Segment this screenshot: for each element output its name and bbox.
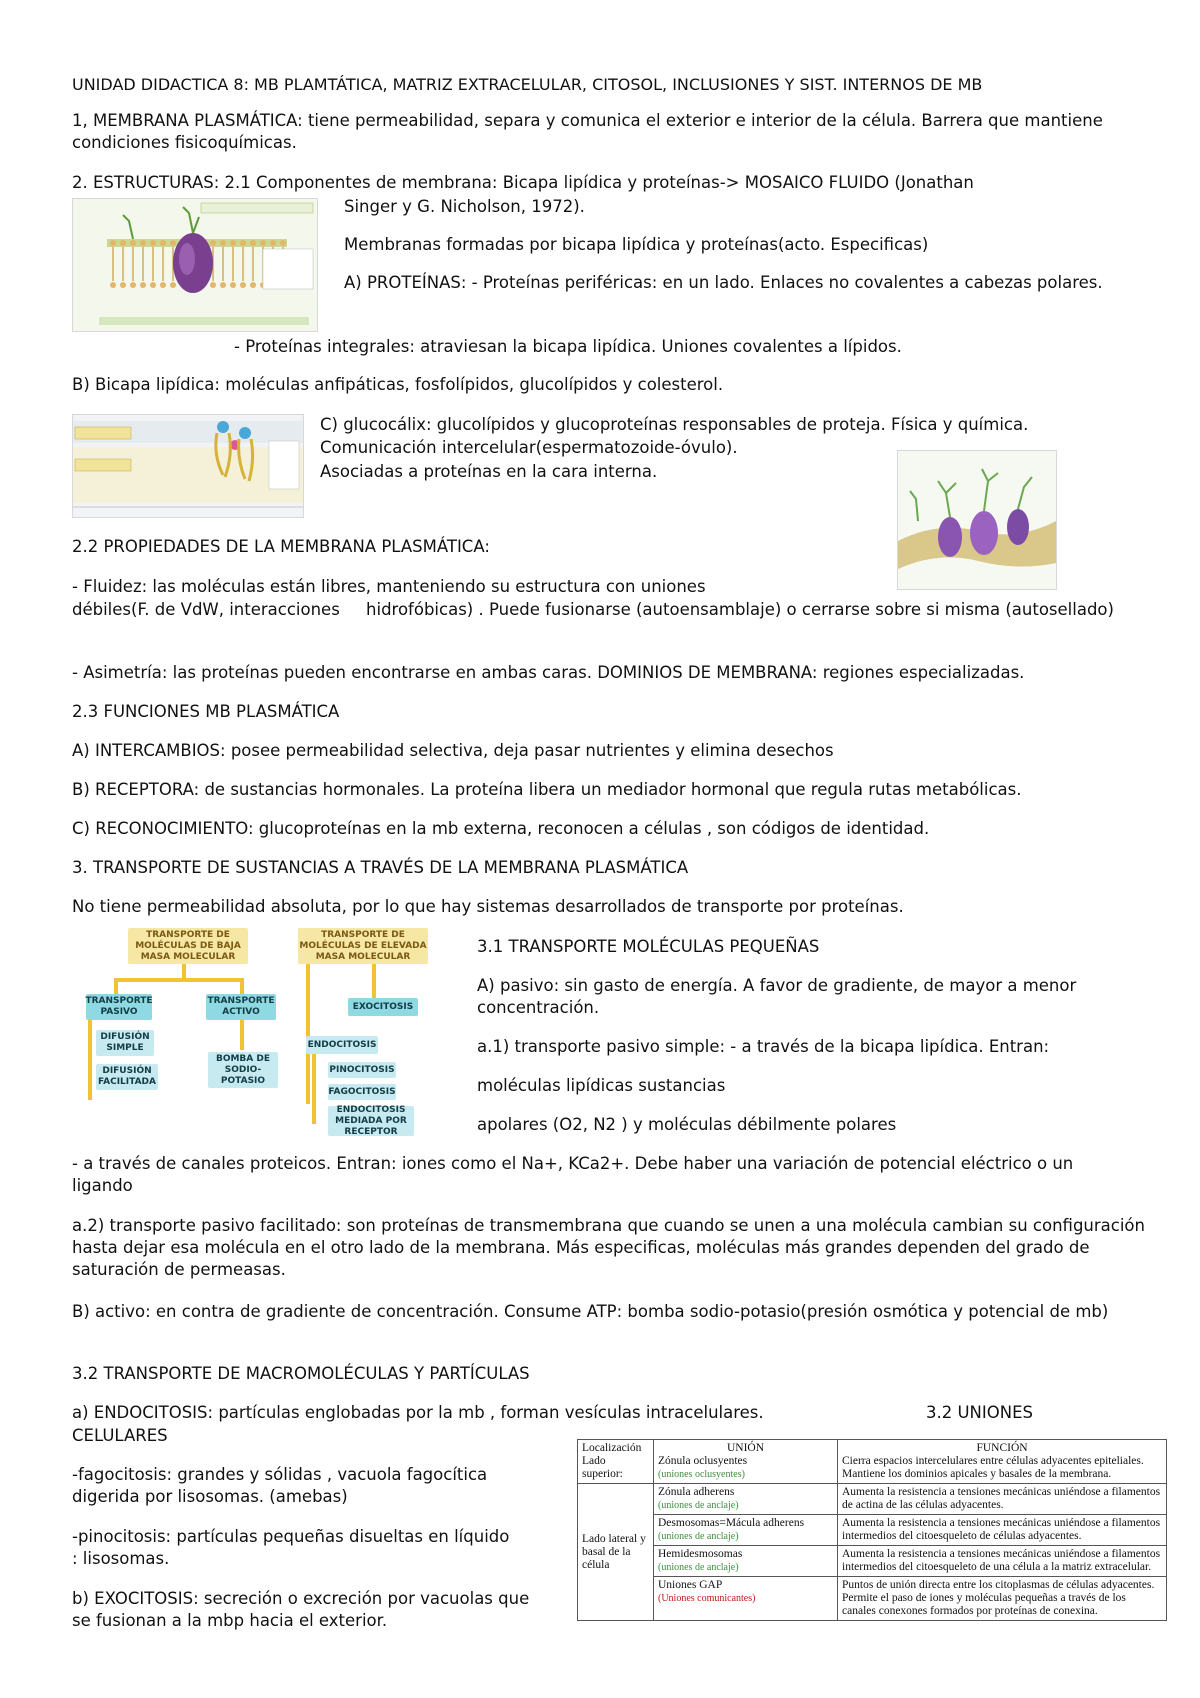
paragraph-pasivo-simple: a.1) transporte pasivo simple: - a través de la bicapa lipídica. Entran: [477, 1037, 1050, 1056]
box-difusion-simple: DIFUSIÓN SIMPLE [96, 1030, 154, 1056]
union-note: (uniones de anclaje) [658, 1531, 739, 1542]
func-text: Aumenta la resistencia a tensiones mecánicas uniéndose a filamentos de actina de las células adyacentes. [838, 1484, 1167, 1515]
union-name: Desmosomas=Mácula adherens [658, 1517, 805, 1529]
heading-moleculas-pequenas: 3.1 TRANSPORTE MOLÉCULAS PEQUEÑAS [477, 937, 820, 956]
glycocalyx-illustration [898, 451, 1056, 589]
paragraph-glucocalix-line3: Asociadas a proteínas en la cara interna. [320, 462, 658, 481]
union-note: (Uniones comunicantes) [658, 1593, 756, 1604]
func-cell [838, 1440, 1167, 1484]
paragraph-fluidez-line1: - Fluidez: las moléculas están libres, manteniendo su estructura con uniones [72, 577, 706, 596]
paragraph-moleculas-lipidicas: moléculas lipídicas sustancias [477, 1076, 726, 1095]
heading-funciones: 2.3 FUNCIONES MB PLASMÁTICA [72, 702, 340, 721]
heading-macromoleculas: 3.2 TRANSPORTE DE MACROMOLÉCULAS Y PARTÍCULAS [72, 1364, 530, 1383]
paragraph-membranas-formadas: Membranas formadas por bicapa lipídica y proteínas(acto. Especificas) [344, 235, 929, 254]
box-activo: TRANSPORTE ACTIVO [206, 994, 276, 1020]
paragraph-pasivo: A) pasivo: sin gasto de energía. A favor de gradiente, de mayor a menor concentración. [477, 976, 1077, 1017]
paragraph-endocitosis: a) ENDOCITOSIS: partículas englobadas por la mb , forman vesículas intracelulares. [72, 1403, 764, 1422]
box-pasivo: TRANSPORTE PASIVO [86, 994, 152, 1020]
transport-diagram [72, 924, 464, 1138]
loc-side-cell: Lado lateral y basal de la célula [578, 1484, 654, 1621]
table-row [578, 1577, 1167, 1621]
union-note: (uniones de anclaje) [658, 1500, 739, 1511]
page-title: UNIDAD DIDACTICA 8: MB PLAMTÁTICA, MATRIZ EXTRACELULAR, CITOSOL, INCLUSIONES Y SIST. INTERNOS DE MB [72, 75, 983, 94]
union-cell [654, 1440, 838, 1484]
func-text: Aumenta la resistencia a tensiones mecánicas uniéndose a filamentos intermedios del citoesqueleto de células adyacentes. [838, 1515, 1167, 1546]
heading-transporte: 3. TRANSPORTE DE SUSTANCIAS A TRAVÉS DE LA MEMBRANA PLASMÁTICA [72, 858, 689, 877]
func-text: Aumenta la resistencia a tensiones mecánicas uniéndose a filamentos intermedios del citoesqueleto de una célula a la matriz extracelular. [838, 1546, 1167, 1577]
heading-propiedades: 2.2 PROPIEDADES DE LA MEMBRANA PLASMÁTICA: [72, 537, 490, 556]
table-row [578, 1484, 1167, 1515]
box-high-mass: TRANSPORTE DE MOLÉCULAS DE ELEVADA MASA MOLECULAR [298, 928, 428, 964]
paragraph-estructuras-line1: 2. ESTRUCTURAS: 2.1 Componentes de membrana: Bicapa lipídica y proteínas-> MOSAICO FLUIDO (Jonathan [72, 173, 974, 192]
paragraph-canales: - a través de canales proteicos. Entran: iones como el Na+, KCa2+. Debe haber una variación de potencial eléctrico o un ligando [72, 1154, 1074, 1195]
paragraph-receptora: B) RECEPTORA: de sustancias hormonales. La proteína libera un mediador hormonal que regula rutas metabólicas. [72, 780, 1022, 799]
paragraph-permeabilidad: No tiene permeabilidad absoluta, por lo que hay sistemas desarrollados de transporte por proteínas. [72, 897, 904, 916]
box-endocitosis: ENDOCITOSIS [306, 1036, 378, 1054]
box-exocitosis: EXOCITOSIS [348, 998, 418, 1016]
paragraph-intercambios: A) INTERCAMBIOS: posee permeabilidad selectiva, deja pasar nutrientes y elimina desechos [72, 741, 834, 760]
table-row [578, 1546, 1167, 1577]
paragraph-proteinas-integrales: - Proteínas integrales: atraviesan la bicapa lipídica. Uniones covalentes a lípidos. [234, 337, 902, 356]
glycocalyx-figure [897, 450, 1057, 590]
union-name: Zónula oclusyentes [658, 1455, 748, 1467]
header-funcion: FUNCIÓN [976, 1442, 1028, 1454]
bilayer-figure [72, 414, 304, 518]
union-name: Hemidesmosomas [658, 1548, 743, 1560]
box-difusion-facilitada: DIFUSIÓN FACILITADA [96, 1064, 158, 1090]
box-low-mass: TRANSPORTE DE MOLÉCULAS DE BAJA MASA MOLECULAR [128, 928, 248, 964]
box-fagocitosis: FAGOCITOSIS [328, 1084, 396, 1100]
box-pinocitosis: PINOCITOSIS [328, 1062, 396, 1078]
func-text: Cierra espacios intercelulares entre células adyacentes epiteliales. Mantiene los dominios apicales y basales de la membrana. [842, 1455, 1144, 1480]
union-name: Uniones GAP [658, 1579, 723, 1591]
box-mediada: ENDOCITOSIS MEDIADA POR RECEPTOR [328, 1106, 414, 1136]
paragraph-pinocitosis: -pinocitosis: partículas pequeñas disueltas en líquido : lisosomas. [72, 1527, 510, 1568]
union-cell [654, 1546, 838, 1577]
paragraph-estructuras-line2: Singer y G. Nicholson, 1972). [344, 197, 585, 216]
loc-top-cell: Localización Lado superior: [578, 1440, 654, 1484]
paragraph-activo: B) activo: en contra de gradiente de concentración. Consume ATP: bomba sodio-potasio(presión osmótica y potencial de mb) [72, 1302, 1109, 1321]
paragraph-fluidez-line2: débiles(F. de VdW, interacciones hidrofóbicas) . Puede fusionarse (autoensamblaje) o cerrarse sobre si misma (autosellado) [72, 600, 1114, 619]
paragraph-reconocimiento: C) RECONOCIMIENTO: glucoproteínas en la mb externa, reconocen a células , son códigos de identidad. [72, 819, 930, 838]
union-cell [654, 1515, 838, 1546]
heading-uniones-celulares: CELULARES [72, 1426, 168, 1445]
paragraph-pasivo-facilitado: a.2) transporte pasivo facilitado: son proteínas de transmembrana que cuando se unen a una molécula cambian su configuración hasta dejar esa molécula en el otro lado de la membrana. Más especificas, moléculas más grandes dependen del grado de saturación de permeasas. [72, 1216, 1145, 1279]
box-bomba: BOMBA DE SODIO-POTASIO [208, 1052, 278, 1088]
paragraph-exocitosis: b) EXOCITOSIS: secreción o excreción por vacuolas que se fusionan a la mbp hacia el exterior. [72, 1589, 530, 1630]
bilayer-illustration [73, 415, 303, 517]
paragraph-glucocalix-line2: Comunicación intercelular(espermatozoide-óvulo). [320, 438, 738, 457]
paragraph-asimetria: - Asimetría: las proteínas pueden encontrarse en ambas caras. DOMINIOS DE MEMBRANA: regiones especializadas. [72, 663, 1025, 682]
paragraph-proteinas: A) PROTEÍNAS: - Proteínas periféricas: en un lado. Enlaces no covalentes a cabezas polares. [344, 273, 1103, 292]
union-note: (uniones oclusyentes) [658, 1469, 745, 1480]
fluid-mosaic-figure [72, 198, 318, 332]
paragraph-bicapa: B) Bicapa lipídica: moléculas anfipáticas, fosfolípidos, glucolípidos y colesterol. [72, 375, 724, 394]
union-note: (uniones de anclaje) [658, 1562, 739, 1573]
unions-table [577, 1439, 1167, 1621]
paragraph-apolares: apolares (O2, N2 ) y moléculas débilmente polares [477, 1115, 897, 1134]
func-text: Puntos de unión directa entre los citoplasmas de células adyacentes. Permite el paso de iones y moléculas pequeñas a través de los canales conexones formados por proteínas de conexina. [838, 1577, 1167, 1621]
paragraph-membrana: 1, MEMBRANA PLASMÁTICA: tiene permeabilidad, separa y comunica el exterior e interior de la célula. Barrera que mantiene condiciones fisicoquímicas. [72, 111, 1103, 152]
paragraph-glucocalix-line1: C) glucocálix: glucolípidos y glucoproteínas responsables de proteja. Física y química. [320, 415, 1029, 434]
union-cell [654, 1484, 838, 1515]
heading-uniones: 3.2 UNIONES [926, 1403, 1034, 1422]
table-row [578, 1515, 1167, 1546]
union-name: Zónula adherens [658, 1486, 735, 1498]
header-union: UNIÓN [726, 1442, 765, 1454]
table-row [578, 1440, 1167, 1484]
fluid-mosaic-illustration [73, 199, 317, 331]
paragraph-fagocitosis: -fagocitosis: grandes y sólidas , vacuola fagocítica digerida por lisosomas. (amebas) [72, 1465, 488, 1506]
union-cell [654, 1577, 838, 1621]
